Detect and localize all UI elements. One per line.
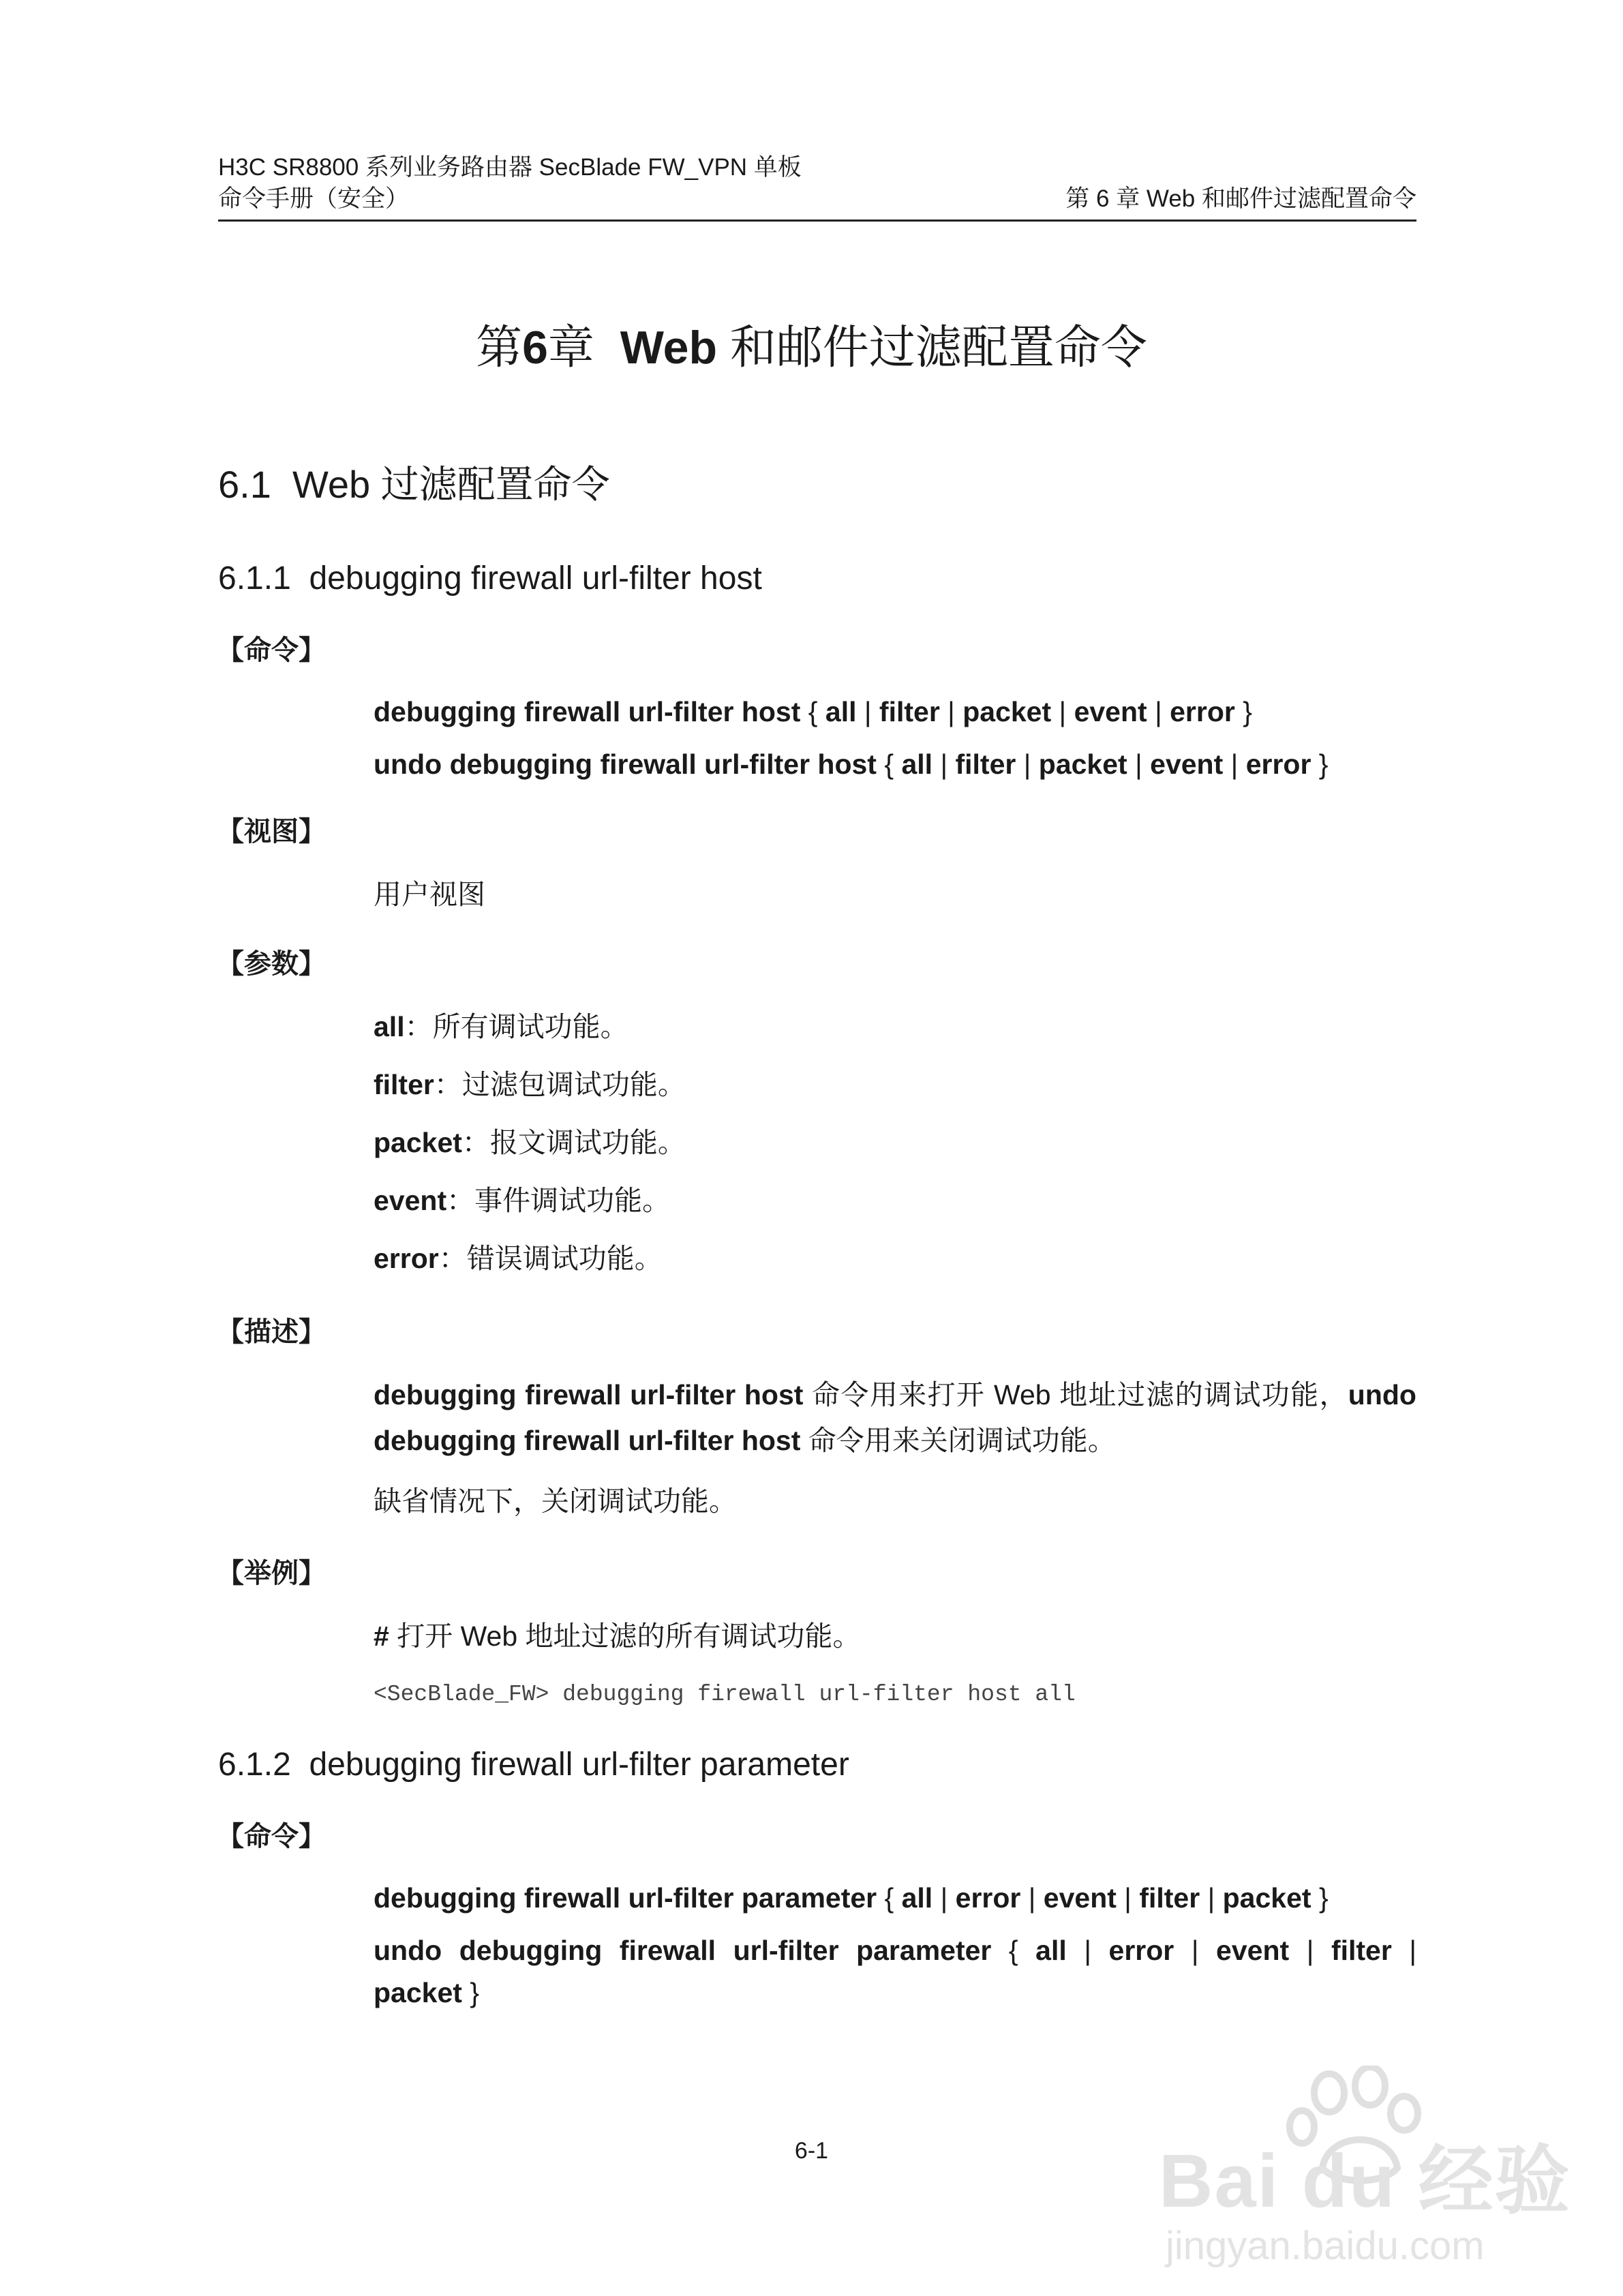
- label-example: 【举例】: [217, 1558, 326, 1588]
- separator: |: [1020, 1882, 1044, 1914]
- chapter-number: 6: [522, 322, 548, 374]
- separator: |: [939, 696, 963, 727]
- param-desc: ：事件调试功能。: [446, 1185, 671, 1216]
- description-line-2: [374, 1423, 1116, 1458]
- brace-close: }: [1311, 1882, 1329, 1914]
- separator: |: [1016, 749, 1039, 780]
- option-event: event: [1216, 1935, 1290, 1966]
- option-event: event: [1074, 696, 1147, 727]
- option-filter: filter: [1331, 1935, 1392, 1966]
- separator: |: [1051, 696, 1074, 727]
- separator: |: [1391, 1935, 1417, 1966]
- chapter-title-strong: Web: [620, 322, 718, 374]
- section-number: 6.1: [218, 463, 271, 506]
- brace-open: {: [800, 696, 825, 727]
- param-row: [374, 1241, 663, 1276]
- command-syntax-line: [374, 746, 1329, 782]
- option-packet: packet: [1222, 1882, 1311, 1914]
- brace-close: }: [461, 1977, 480, 2008]
- header-chapter-ref: 第 6 章 Web 和邮件过滤配置命令: [1065, 185, 1416, 212]
- watermark-url: jingyan.baidu.com: [1166, 2224, 1485, 2268]
- description-text: 命令用来关闭调试功能。: [800, 1425, 1116, 1456]
- option-error: error: [1245, 749, 1311, 780]
- command-keyword: debugging firewall url-filter host: [374, 696, 801, 727]
- param-desc: ：错误调试功能。: [438, 1243, 663, 1274]
- param-row: [374, 1009, 628, 1044]
- separator: |: [1066, 1935, 1109, 1966]
- option-filter: filter: [955, 749, 1016, 780]
- description-keyword: undo: [1348, 1379, 1416, 1410]
- view-text: 用户视图: [374, 879, 485, 910]
- subsection-title: debugging firewall url-filter host: [309, 560, 762, 596]
- label-view: 【视图】: [217, 817, 326, 847]
- option-all: all: [901, 749, 933, 780]
- separator: |: [1116, 1882, 1140, 1914]
- brace-open: {: [877, 1882, 902, 1914]
- brace-close: }: [1234, 696, 1252, 727]
- param-name: packet: [374, 1127, 462, 1158]
- param-desc: ：过滤包调试功能。: [434, 1069, 686, 1100]
- description-line-1: [374, 1377, 1416, 1413]
- subsection-heading-2: [218, 1745, 849, 1785]
- command-syntax-continuation: [374, 1975, 479, 2010]
- header-manual-name: 命令手册（安全）: [218, 185, 410, 212]
- separator: |: [1127, 749, 1151, 780]
- label-command: 【命令】: [217, 1822, 326, 1852]
- brace-open: {: [876, 749, 902, 780]
- param-name: event: [374, 1185, 447, 1216]
- command-syntax-line: [374, 694, 1252, 729]
- command-keyword: undo debugging firewall url-filter parameter: [374, 1935, 992, 1966]
- separator: |: [932, 749, 956, 780]
- param-name: all: [374, 1011, 405, 1042]
- description-keyword: debugging firewall url-filter host: [374, 1379, 804, 1410]
- page-number: 6-1: [794, 2138, 829, 2164]
- option-packet: packet: [1038, 749, 1127, 780]
- description-keyword: debugging firewall url-filter host: [374, 1425, 801, 1456]
- section-title: Web 过滤配置命令: [292, 463, 610, 506]
- example-comment: [374, 1618, 861, 1654]
- param-row: [374, 1183, 670, 1218]
- command-syntax-line: [374, 1880, 1329, 1916]
- separator: |: [932, 1882, 956, 1914]
- header-document-title: H3C SR8800 系列业务路由器 SecBlade FW_VPN 单板: [218, 154, 802, 181]
- param-name: error: [374, 1243, 439, 1274]
- command-keyword: undo debugging firewall url-filter host: [374, 749, 877, 780]
- option-event: event: [1150, 749, 1224, 780]
- option-error: error: [1108, 1935, 1174, 1966]
- label-description: 【描述】: [217, 1317, 326, 1347]
- option-packet: packet: [374, 1977, 462, 2008]
- param-desc: ：报文调试功能。: [461, 1127, 686, 1158]
- description-text: 命令用来打开 Web 地址过滤的调试功能，: [803, 1379, 1348, 1410]
- separator: |: [1147, 696, 1170, 727]
- param-row: [374, 1125, 686, 1160]
- comment-hash: #: [374, 1620, 389, 1652]
- param-row: [374, 1067, 686, 1102]
- command-syntax-line: [374, 1933, 1416, 1968]
- description-default: 缺省情况下，关闭调试功能。: [374, 1485, 737, 1517]
- option-all: all: [1035, 1935, 1067, 1966]
- option-error: error: [1170, 696, 1235, 727]
- option-packet: packet: [962, 696, 1052, 727]
- option-error: error: [955, 1882, 1021, 1914]
- brace-close: }: [1311, 749, 1329, 780]
- separator: |: [856, 696, 879, 727]
- subsection-title: debugging firewall url-filter parameter: [309, 1747, 849, 1783]
- option-filter: filter: [1139, 1882, 1200, 1914]
- chapter-suffix: 章: [547, 322, 594, 374]
- chapter-title-rest: 和邮件过滤配置命令: [717, 322, 1147, 374]
- brace-open: {: [991, 1935, 1036, 1966]
- subsection-number: 6.1.1: [218, 560, 291, 596]
- example-code: <SecBlade_FW> debugging firewall url-filter host all: [374, 1682, 1076, 1707]
- option-all: all: [901, 1882, 933, 1914]
- separator: |: [1174, 1935, 1217, 1966]
- subsection-number: 6.1.2: [218, 1747, 291, 1783]
- param-desc: ：所有调试功能。: [404, 1011, 628, 1042]
- option-filter: filter: [879, 696, 940, 727]
- option-event: event: [1043, 1882, 1117, 1914]
- subsection-heading-1: [218, 559, 762, 599]
- separator: |: [1200, 1882, 1223, 1914]
- label-command: 【命令】: [217, 635, 326, 665]
- header-divider: [218, 220, 1416, 222]
- command-keyword: debugging firewall url-filter parameter: [374, 1882, 877, 1914]
- separator: |: [1289, 1935, 1331, 1966]
- watermark-brand: Bai du 经验: [1159, 2139, 1571, 2223]
- chapter-title: [0, 320, 1623, 375]
- param-name: filter: [374, 1069, 434, 1100]
- chapter-prefix: 第: [476, 322, 523, 374]
- section-heading: [218, 462, 610, 507]
- separator: |: [1223, 749, 1246, 780]
- option-all: all: [825, 696, 857, 727]
- label-parameters: 【参数】: [217, 949, 326, 979]
- comment-text: 打开 Web 地址过滤的所有调试功能。: [389, 1620, 861, 1652]
